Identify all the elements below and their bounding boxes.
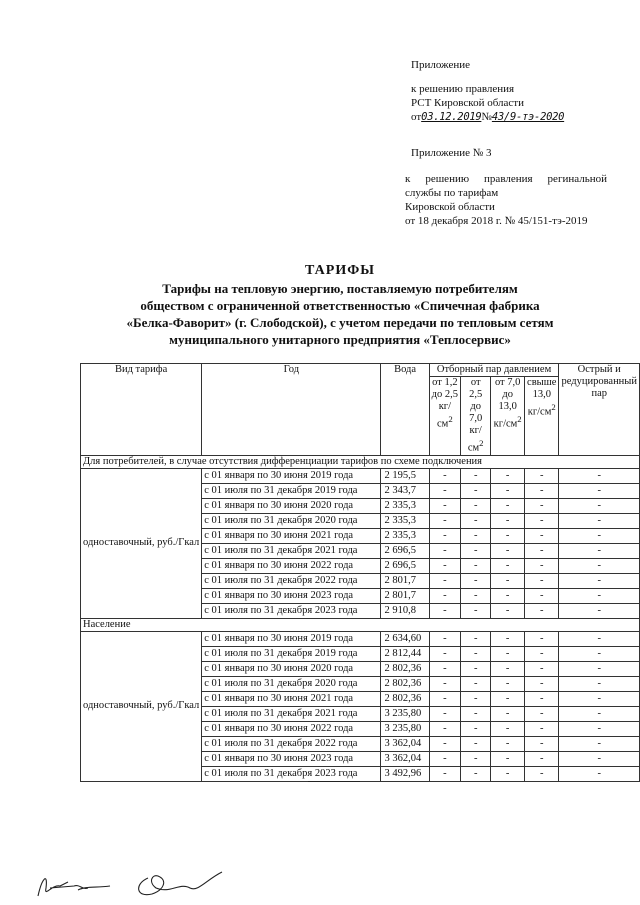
water-value-cell: 3 492,96 <box>381 766 429 781</box>
empty-value-cell: - <box>429 588 460 603</box>
empty-value-cell: - <box>429 751 460 766</box>
empty-value-cell: - <box>525 736 559 751</box>
period-cell: с 01 января по 30 июня 2020 года <box>202 498 381 513</box>
title-line1: Тарифы на тепловую энергию, поставляемую потребителям <box>162 281 518 296</box>
water-value-cell: 3 235,80 <box>381 721 429 736</box>
header-tariff-type: Вид тарифа <box>81 364 202 456</box>
empty-value-cell: - <box>461 766 491 781</box>
water-value-cell: 2 696,5 <box>381 543 429 558</box>
period-cell: с 01 июля по 31 декабря 2023 года <box>202 766 381 781</box>
period-cell: с 01 января по 30 июня 2021 года <box>202 528 381 543</box>
empty-value-cell: - <box>461 646 491 661</box>
empty-value-cell: - <box>559 751 640 766</box>
appendix-block <box>411 58 564 124</box>
empty-value-cell: - <box>429 706 460 721</box>
empty-value-cell: - <box>491 573 525 588</box>
empty-value-cell: - <box>461 588 491 603</box>
period-cell: с 01 июля по 31 декабря 2019 года <box>202 483 381 498</box>
empty-value-cell: - <box>461 691 491 706</box>
empty-value-cell: - <box>461 543 491 558</box>
empty-value-cell: - <box>559 513 640 528</box>
empty-value-cell: - <box>429 676 460 691</box>
empty-value-cell: - <box>429 483 460 498</box>
water-value-cell: 2 802,36 <box>381 691 429 706</box>
period-cell: с 01 июля по 31 декабря 2023 года <box>202 603 381 618</box>
appendix3-label: Приложение № 3 <box>411 147 492 159</box>
water-value-cell: 2 343,7 <box>381 483 429 498</box>
document-title <box>60 262 620 348</box>
empty-value-cell: - <box>525 691 559 706</box>
header-water: Вода <box>381 364 429 456</box>
empty-value-cell: - <box>525 483 559 498</box>
empty-value-cell: - <box>525 721 559 736</box>
section-header: Население <box>81 618 640 631</box>
period-cell: с 01 января по 30 июня 2019 года <box>202 631 381 646</box>
empty-value-cell: - <box>429 736 460 751</box>
date-prefix: от <box>411 111 422 123</box>
empty-value-cell: - <box>491 483 525 498</box>
empty-value-cell: - <box>491 513 525 528</box>
period-cell: с 01 июля по 31 декабря 2022 года <box>202 573 381 588</box>
water-value-cell: 2 634,60 <box>381 631 429 646</box>
empty-value-cell: - <box>491 706 525 721</box>
water-value-cell: 2 802,36 <box>381 661 429 676</box>
appendix3-line2: службы по тарифам <box>405 187 499 199</box>
empty-value-cell: - <box>559 766 640 781</box>
empty-value-cell: - <box>525 528 559 543</box>
period-cell: с 01 июля по 31 декабря 2019 года <box>202 646 381 661</box>
empty-value-cell: - <box>429 513 460 528</box>
empty-value-cell: - <box>461 736 491 751</box>
empty-value-cell: - <box>429 603 460 618</box>
water-value-cell: 2 696,5 <box>381 558 429 573</box>
empty-value-cell: - <box>461 558 491 573</box>
period-cell: с 01 января по 30 июня 2022 года <box>202 721 381 736</box>
empty-value-cell: - <box>525 766 559 781</box>
empty-value-cell: - <box>491 498 525 513</box>
divider <box>308 781 360 782</box>
appendix3-line3: Кировской области <box>405 201 495 213</box>
empty-value-cell: - <box>461 483 491 498</box>
water-value-cell: 3 362,04 <box>381 751 429 766</box>
tariff-kind-cell: одноставочный, руб./Гкал <box>81 631 202 781</box>
water-value-cell: 3 235,80 <box>381 706 429 721</box>
empty-value-cell: - <box>559 483 640 498</box>
header-steam: Отборный пар давлением <box>429 364 559 377</box>
empty-value-cell: - <box>559 558 640 573</box>
period-cell: с 01 января по 30 июня 2020 года <box>202 661 381 676</box>
table-row <box>81 631 640 646</box>
empty-value-cell: - <box>461 676 491 691</box>
water-value-cell: 2 802,36 <box>381 676 429 691</box>
empty-value-cell: - <box>491 751 525 766</box>
section-header: Для потребителей, в случае отсутствия дифференциации тарифов по схеме подключения <box>81 455 640 468</box>
empty-value-cell: - <box>525 676 559 691</box>
water-value-cell: 2 195,5 <box>381 468 429 483</box>
empty-value-cell: - <box>491 736 525 751</box>
title-line2: обществом с ограниченной ответственностью «Спичечная фабрика <box>140 298 540 313</box>
empty-value-cell: - <box>491 468 525 483</box>
period-cell: с 01 января по 30 июня 2019 года <box>202 468 381 483</box>
water-value-cell: 2 335,3 <box>381 528 429 543</box>
empty-value-cell: - <box>461 603 491 618</box>
empty-value-cell: - <box>559 528 640 543</box>
empty-value-cell: - <box>525 588 559 603</box>
header-pressure-2: от 2,5 до 7,0 $кг/см^2$ <box>461 377 491 456</box>
empty-value-cell: - <box>559 736 640 751</box>
appendix3-line1: к решению правления регинальной <box>405 173 607 185</box>
empty-value-cell: - <box>559 631 640 646</box>
empty-value-cell: - <box>429 468 460 483</box>
empty-value-cell: - <box>491 676 525 691</box>
empty-value-cell: - <box>461 573 491 588</box>
water-value-cell: 2 335,3 <box>381 498 429 513</box>
empty-value-cell: - <box>491 543 525 558</box>
empty-value-cell: - <box>461 721 491 736</box>
empty-value-cell: - <box>461 751 491 766</box>
header-pressure-4: свыше 13,0 $кг/см^2$ <box>525 377 559 456</box>
empty-value-cell: - <box>429 498 460 513</box>
empty-value-cell: - <box>429 528 460 543</box>
empty-value-cell: - <box>525 706 559 721</box>
header-pressure-1: от 1,2 до 2,5 $кг/см^2$ <box>429 377 460 456</box>
water-value-cell: 2 801,7 <box>381 573 429 588</box>
number-prefix: № <box>481 111 492 123</box>
water-value-cell: 3 362,04 <box>381 736 429 751</box>
empty-value-cell: - <box>491 721 525 736</box>
empty-value-cell: - <box>429 558 460 573</box>
empty-value-cell: - <box>491 603 525 618</box>
empty-value-cell: - <box>525 603 559 618</box>
empty-value-cell: - <box>461 513 491 528</box>
empty-value-cell: - <box>559 498 640 513</box>
empty-value-cell: - <box>491 766 525 781</box>
empty-value-cell: - <box>461 661 491 676</box>
empty-value-cell: - <box>491 588 525 603</box>
empty-value-cell: - <box>525 468 559 483</box>
empty-value-cell: - <box>559 706 640 721</box>
empty-value-cell: - <box>429 543 460 558</box>
water-value-cell: 2 335,3 <box>381 513 429 528</box>
empty-value-cell: - <box>525 631 559 646</box>
signatures <box>30 858 240 903</box>
empty-value-cell: - <box>491 691 525 706</box>
period-cell: с 01 января по 30 июня 2023 года <box>202 588 381 603</box>
appendix-date-line <box>411 110 564 124</box>
empty-value-cell: - <box>525 513 559 528</box>
empty-value-cell: - <box>491 558 525 573</box>
empty-value-cell: - <box>491 661 525 676</box>
period-cell: с 01 января по 30 июня 2023 года <box>202 751 381 766</box>
empty-value-cell: - <box>525 573 559 588</box>
empty-value-cell: - <box>525 543 559 558</box>
empty-value-cell: - <box>491 646 525 661</box>
empty-value-cell: - <box>461 706 491 721</box>
empty-value-cell: - <box>429 573 460 588</box>
empty-value-cell: - <box>559 646 640 661</box>
tariff-kind-cell: одноставочный, руб./Гкал <box>81 468 202 618</box>
water-value-cell: 2 812,44 <box>381 646 429 661</box>
appendix3-block <box>405 146 607 228</box>
period-cell: с 01 января по 30 июня 2021 года <box>202 691 381 706</box>
empty-value-cell: - <box>429 646 460 661</box>
appendix3-line4: от 18 декабря 2018 г. № 45/151-тэ-2019 <box>405 215 588 227</box>
period-cell: с 01 июля по 31 декабря 2021 года <box>202 706 381 721</box>
title-main: ТАРИФЫ <box>305 263 375 278</box>
table-row <box>81 468 640 483</box>
appendix-line2: РСТ Кировской области <box>411 97 524 109</box>
empty-value-cell: - <box>429 766 460 781</box>
empty-value-cell: - <box>525 751 559 766</box>
appendix-line1: к решению правления <box>411 83 515 95</box>
empty-value-cell: - <box>559 573 640 588</box>
appendix-label: Приложение <box>411 59 471 71</box>
empty-value-cell: - <box>525 661 559 676</box>
header-year: Год <box>202 364 381 456</box>
empty-value-cell: - <box>559 543 640 558</box>
empty-value-cell: - <box>429 661 460 676</box>
empty-value-cell: - <box>559 661 640 676</box>
empty-value-cell: - <box>559 588 640 603</box>
header-sharp-steam: Острый и редуцированный пар <box>559 364 640 456</box>
empty-value-cell: - <box>491 528 525 543</box>
empty-value-cell: - <box>525 646 559 661</box>
empty-value-cell: - <box>525 498 559 513</box>
empty-value-cell: - <box>461 468 491 483</box>
header-pressure-3: от 7,0 до 13,0 $кг/см^2$ <box>491 377 525 456</box>
empty-value-cell: - <box>559 691 640 706</box>
title-line4: муниципального унитарного предприятия «Теплосервис» <box>169 332 511 347</box>
empty-value-cell: - <box>559 721 640 736</box>
empty-value-cell: - <box>429 691 460 706</box>
empty-value-cell: - <box>559 603 640 618</box>
period-cell: с 01 июля по 31 декабря 2020 года <box>202 676 381 691</box>
empty-value-cell: - <box>429 721 460 736</box>
handwritten-date: 03.12.2019 <box>421 111 482 123</box>
empty-value-cell: - <box>461 631 491 646</box>
period-cell: с 01 июля по 31 декабря 2021 года <box>202 543 381 558</box>
empty-value-cell: - <box>491 631 525 646</box>
empty-value-cell: - <box>461 528 491 543</box>
water-value-cell: 2 910,8 <box>381 603 429 618</box>
tariff-table <box>80 363 640 782</box>
empty-value-cell: - <box>525 558 559 573</box>
empty-value-cell: - <box>559 676 640 691</box>
water-value-cell: 2 801,7 <box>381 588 429 603</box>
empty-value-cell: - <box>429 631 460 646</box>
period-cell: с 01 июля по 31 декабря 2020 года <box>202 513 381 528</box>
handwritten-number: 43/9-тэ-2020 <box>491 111 565 123</box>
period-cell: с 01 января по 30 июня 2022 года <box>202 558 381 573</box>
title-line3: «Белка-Фаворит» (г. Слободской), с учетом передачи по тепловым сетям <box>126 315 554 330</box>
period-cell: с 01 июля по 31 декабря 2022 года <box>202 736 381 751</box>
empty-value-cell: - <box>559 468 640 483</box>
empty-value-cell: - <box>461 498 491 513</box>
